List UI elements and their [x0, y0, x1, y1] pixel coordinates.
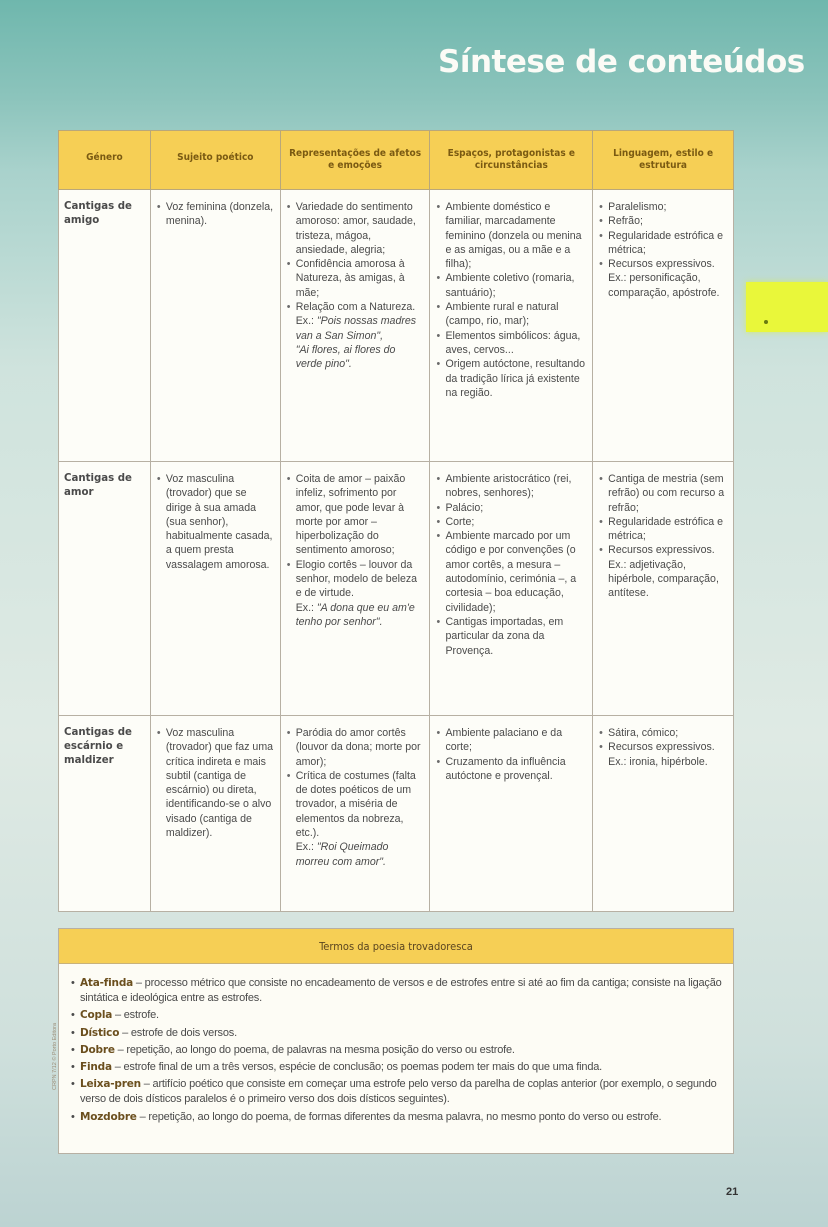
glossary-definition: – repetição, ao longo do poema, de formas diferentes da mesma palavra, no mesmo ponto do verso ou estrofe.	[136, 1110, 662, 1123]
glossary-box	[58, 928, 734, 1154]
header-representacoes: Representações de afetos e emoções	[280, 131, 430, 190]
list-item	[599, 543, 727, 600]
table-row	[59, 190, 734, 462]
list-item: • Sátira, cómico;	[599, 726, 727, 740]
list-item: • Ambiente palaciano e da corte;	[436, 726, 586, 755]
sujeito-cell	[150, 462, 280, 716]
list-item: • Ambiente aristocrático (rei, nobres, senhores);	[436, 472, 586, 501]
example-quote: "Pois nossas madres van a San Simon",	[295, 315, 417, 342]
linguagem-cell	[593, 716, 734, 912]
item-text: Recursos expressivos.	[608, 741, 715, 754]
sticky-note	[746, 282, 828, 332]
glossary-item	[71, 1008, 723, 1023]
list-item	[599, 740, 727, 769]
glossary-term: Copla	[80, 1009, 113, 1022]
item-text: Recursos expressivos.	[608, 258, 715, 271]
example-quote: "A dona que eu am'e tenho por senhor".	[295, 601, 415, 628]
list-item: • Ambiente doméstico e familiar, marcadamente feminino (donzela ou menina e as amigas, ou a mãe e a filha);	[436, 200, 586, 271]
table-row	[59, 462, 734, 716]
list-item: • Paralelismo;	[599, 200, 727, 214]
glossary-term: Leixa-pren	[80, 1078, 141, 1091]
glossary-definition: – estrofe de dois versos.	[119, 1026, 237, 1039]
list-item: • Corte;	[436, 515, 586, 529]
list-item: • Origem autóctone, resultando da tradição lírica já existente na região.	[436, 357, 586, 400]
header-sujeito-poetico: Sujeito poético	[150, 131, 280, 190]
list-item: • Ambiente coletivo (romaria, santuário);	[436, 271, 586, 300]
glossary-term: Finda	[80, 1061, 112, 1074]
glossary-item	[71, 976, 723, 1006]
sujeito-cell	[150, 190, 280, 462]
list-item	[287, 769, 424, 869]
espacos-cell	[430, 462, 593, 716]
glossary-term: Ata-finda	[80, 977, 134, 989]
glossary-term: Mozdobre	[80, 1110, 137, 1123]
sticky-note-mark	[764, 320, 768, 324]
list-item: • Regularidade estrófica e métrica;	[599, 515, 727, 544]
list-item: • Voz masculina (trovador) que se dirige à sua amada (sua senhor), habitualmente casada, a quem presta vassalagem amorosa.	[157, 472, 274, 572]
item-text: Relação com a Natureza.	[295, 301, 416, 314]
example-label: Ex.:	[295, 601, 317, 614]
example-block	[296, 840, 424, 869]
list-item: • Elementos simbólicos: água, aves, cervos...	[436, 329, 586, 358]
glossary-definition: – repetição, ao longo do poema, de palavras na mesma posição do verso ou estrofe.	[114, 1043, 515, 1056]
list-item: • Voz feminina (donzela, menina).	[157, 200, 274, 229]
genre-cell: Cantigas de escárnio e maldizer	[59, 716, 151, 912]
table-header-row	[59, 131, 734, 190]
list-item	[287, 558, 424, 629]
example-text: Ex.: ironia, hipérbole.	[608, 755, 708, 768]
linguagem-cell	[593, 462, 734, 716]
representacoes-cell	[280, 190, 430, 462]
espacos-cell	[430, 716, 593, 912]
page-number: 21	[726, 1186, 739, 1198]
synthesis-table	[58, 130, 734, 912]
glossary-definition: – processo métrico que consiste no encadeamento de versos e de estrofes entre si até ao fim da cantiga; consiste na ligação sintática e ideológica entre as estrofes.	[80, 977, 722, 1005]
glossary-title: Termos da poesia trovadoresca	[59, 929, 733, 964]
list-item: • Paródia do amor cortês (louvor da dona; morte por amor);	[287, 726, 424, 769]
glossary-definition: – estrofe.	[112, 1009, 159, 1022]
table-row	[59, 716, 734, 912]
glossary-list	[59, 964, 733, 1125]
copyright-credit: CRPN 7/12 © Porto Editora	[52, 1022, 58, 1090]
glossary-definition: – artifício poético que consiste em começar uma estrofe pelo verso da parelha de coplas anterior (por exemplo, o segundo verso de dois dísticos paralelos é o primeiro verso dos dois dísticos seguintes).	[80, 1078, 717, 1106]
item-text: Elogio cortês – louvor da senhor, modelo de beleza e de virtude.	[295, 558, 418, 600]
example-quote: "Ai flores, ai flores do verde pino".	[295, 343, 396, 371]
header-linguagem: Linguagem, estilo e estrutura	[593, 131, 734, 190]
example-text: Ex.: adjetivação, hipérbole, comparação, antítese.	[608, 558, 719, 600]
glossary-item	[71, 1026, 723, 1041]
list-item: • Coita de amor – paixão infeliz, sofrimento por amor, que pode levar à morte por amor – hiperbolização do sentimento amoroso;	[287, 472, 424, 558]
espacos-cell	[430, 190, 593, 462]
item-text: Crítica de costumes (falta de dotes poéticos de um trovador, a miséria de elementos da nobreza, etc.).	[295, 769, 416, 840]
list-item: • Palácio;	[436, 501, 586, 515]
genre-cell: Cantigas de amigo	[59, 190, 151, 462]
example-quote: "Roi Queimado morreu com amor".	[295, 841, 389, 868]
example-block	[296, 601, 424, 630]
list-item: • Refrão;	[599, 214, 727, 228]
representacoes-cell	[280, 462, 430, 716]
glossary-term: Dobre	[80, 1043, 115, 1056]
representacoes-cell	[280, 716, 430, 912]
list-item: • Cruzamento da influência autóctone e provençal.	[436, 755, 586, 784]
list-item: • Ambiente rural e natural (campo, rio, mar);	[436, 300, 586, 329]
header-genero: Género	[59, 131, 151, 190]
list-item: • Ambiente marcado por um código e por convenções (o amor cortês, a mesura – autodomínio, cerimónia –, a cortesia – boa educação, civilidade);	[436, 529, 586, 615]
list-item: • Cantiga de mestria (sem refrão) ou com recurso a refrão;	[599, 472, 727, 515]
header-espacos: Espaços, protagonistas e circunstâncias	[430, 131, 593, 190]
example-block	[296, 314, 424, 343]
genre-cell: Cantigas de amor	[59, 462, 151, 716]
list-item	[287, 300, 424, 371]
list-item: • Cantigas importadas, em particular da zona da Provença.	[436, 615, 586, 658]
page-title: Síntese de conteúdos	[438, 44, 805, 80]
glossary-item	[71, 1110, 723, 1125]
list-item: • Regularidade estrófica e métrica;	[599, 229, 727, 258]
glossary-item	[71, 1077, 723, 1107]
example-text: Ex.: personificação, comparação, apóstrofe.	[608, 272, 720, 299]
list-item: • Confidência amorosa à Natureza, às amigas, à mãe;	[287, 257, 424, 300]
list-item: • Variedade do sentimento amoroso: amor, saudade, tristeza, mágoa, ansiedade, alegria;	[287, 200, 424, 257]
sujeito-cell	[150, 716, 280, 912]
list-item	[599, 257, 727, 300]
glossary-item	[71, 1043, 723, 1058]
glossary-definition: – estrofe final de um a três versos, espécie de conclusão; os poemas podem ter mais do que uma finda.	[111, 1061, 603, 1074]
list-item: • Voz masculina (trovador) que faz uma crítica indireta e mais subtil (cantiga de escárnio) ou direta, identificando-se o alvo visado (cantiga de maldizer).	[157, 726, 274, 840]
linguagem-cell	[593, 190, 734, 462]
example-label: Ex.:	[295, 315, 317, 328]
glossary-term: Dístico	[80, 1026, 120, 1039]
item-text: Recursos expressivos.	[608, 544, 715, 557]
glossary-item	[71, 1060, 723, 1075]
example-label: Ex.:	[295, 841, 317, 854]
